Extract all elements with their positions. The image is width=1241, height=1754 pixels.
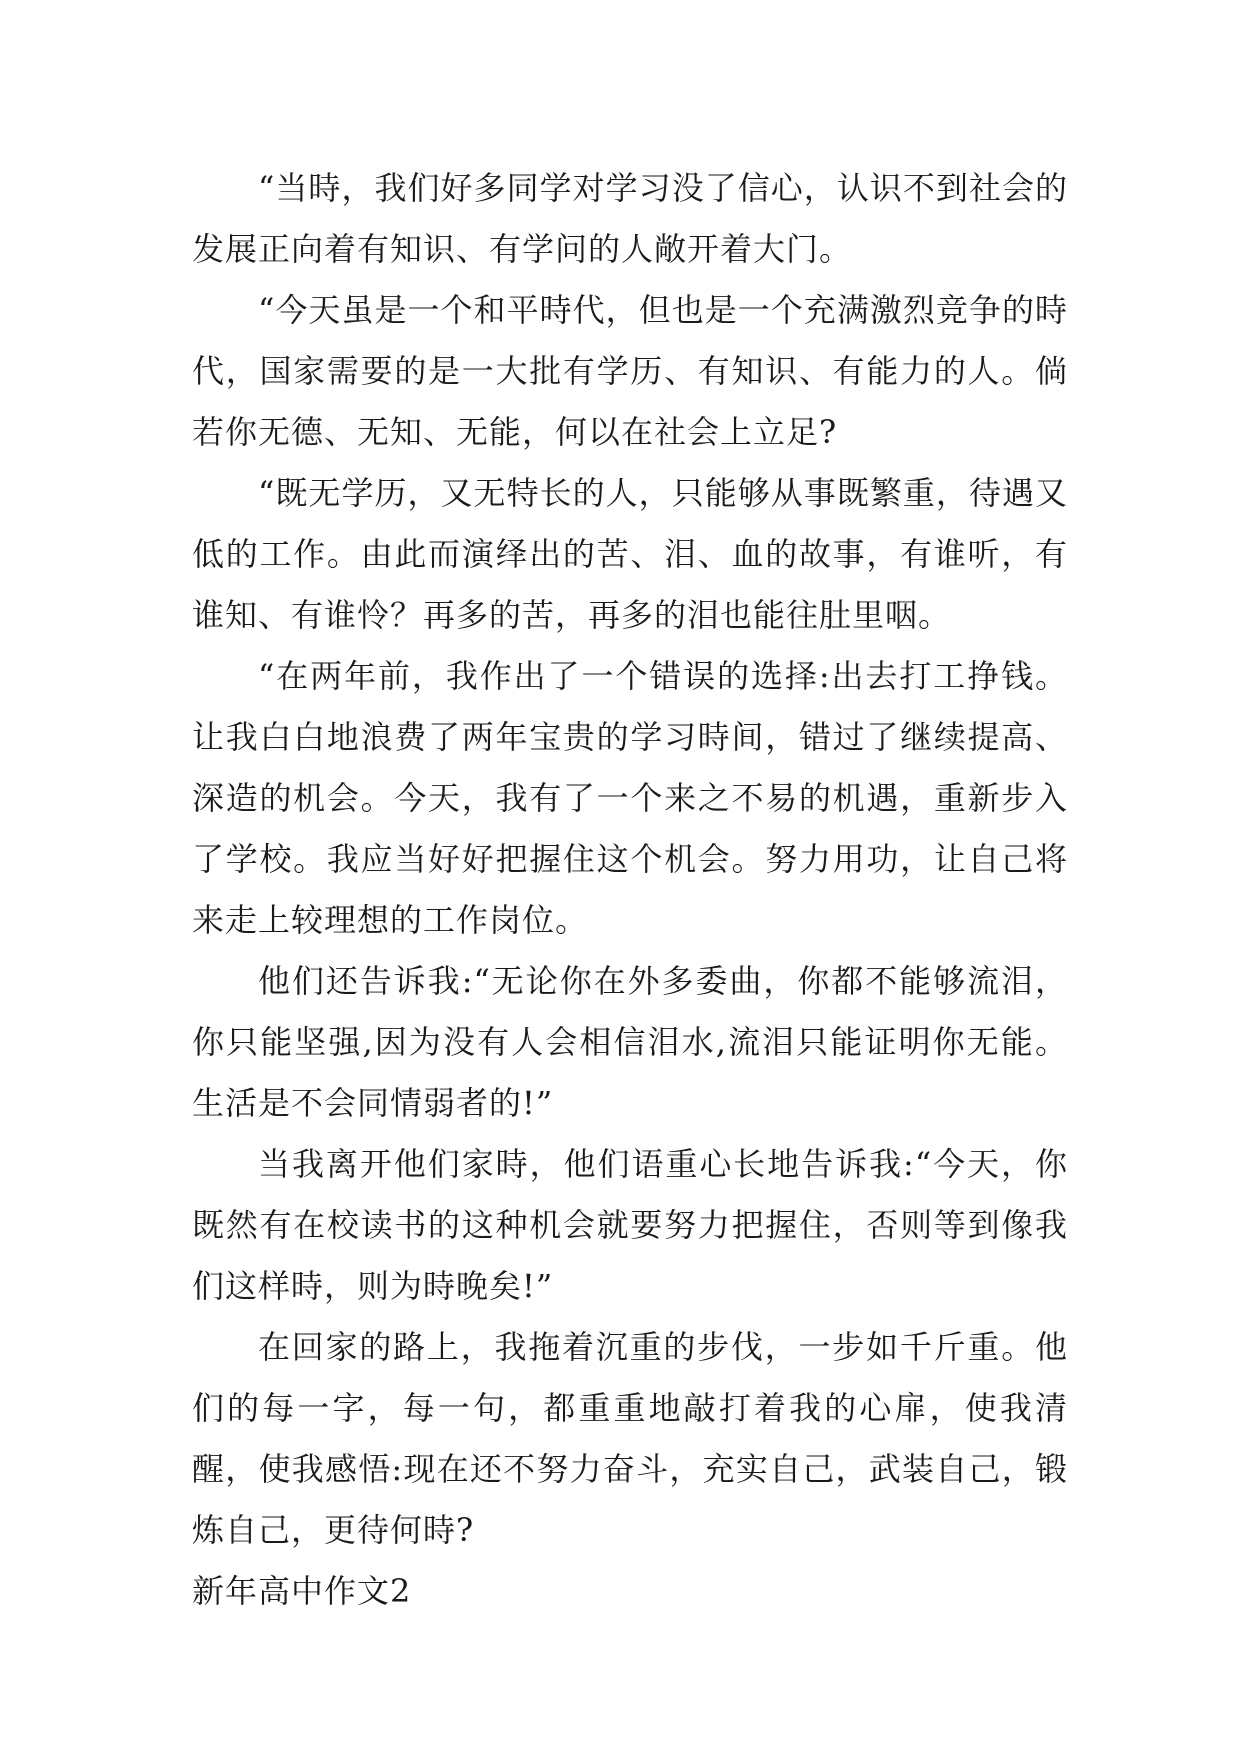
paragraph-2: “今天虽是一个和平時代，但也是一个充满激烈竞争的時代，国家需要的是一大批有学历、有知识、有能力的人。倘若你无德、无知、无能，何以在社会上立足? [192, 291, 1068, 451]
paragraph-7: 在回家的路上，我拖着沉重的步伐，一步如千斤重。他们的每一字，每一句，都重重地敲打着我的心扉，使我清醒，使我感悟:现在还不努力奋斗，充实自己，武装自己，锻炼自己，更待何時? [192, 1328, 1068, 1549]
paragraph-1: “当時，我们好多同学对学习没了信心，认识不到社会的发展正向着有知识、有学问的人敞开着大门。 [192, 169, 1068, 268]
paragraph-5: 他们还告诉我:“无论你在外多委曲，你都不能够流泪，你只能坚强,因为没有人会相信泪水,流泪只能证明你无能。生活是不会同情弱者的!” [192, 962, 1068, 1122]
paragraph-3: “既无学历，又无特长的人，只能够从事既繁重，待遇又低的工作。由此而演绎出的苦、泪、血的故事，有谁听，有谁知、有谁怜？再多的苦，再多的泪也能往肚里咽。 [192, 474, 1068, 634]
paragraph-6: 当我离开他们家時，他们语重心长地告诉我:“今天，你既然有在校读书的这种机会就要努力把握住，否则等到像我们这样時，则为時晚矣!” [192, 1145, 1068, 1305]
section-heading: 新年高中作文2 [192, 1572, 412, 1610]
paragraph-4: “在两年前，我作出了一个错误的选择:出去打工挣钱。让我白白地浪费了两年宝贵的学习時间，错过了继续提高、深造的机会。今天，我有了一个来之不易的机遇，重新步入了学校。我应当好好把握住这个机会。努力用功，让自己将来走上较理想的工作岗位。 [192, 657, 1068, 939]
document-body [192, 158, 1068, 1622]
